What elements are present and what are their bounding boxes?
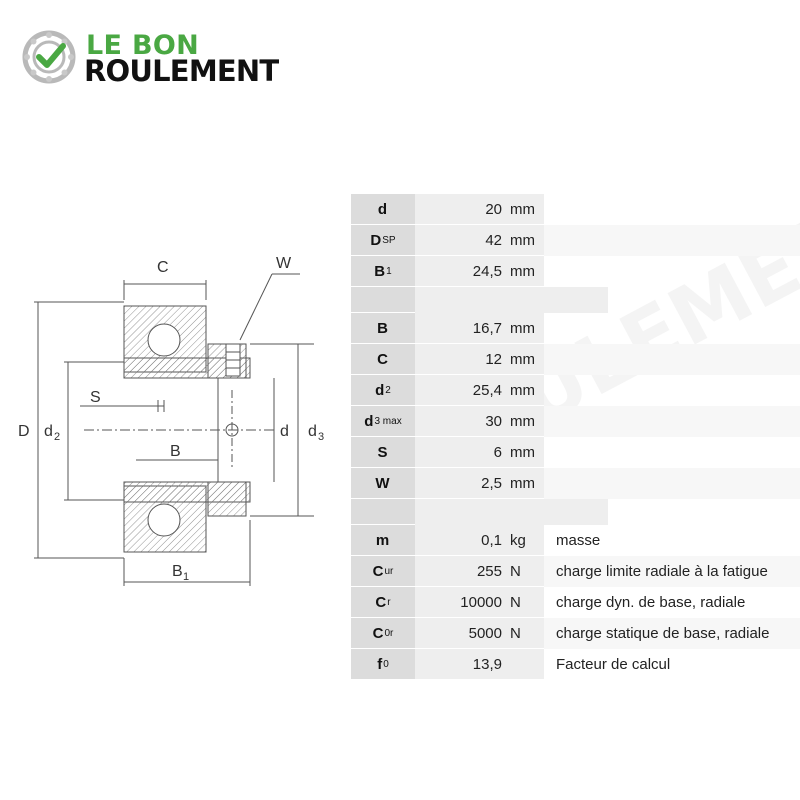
spec-row [351, 194, 800, 225]
label-b1-sub: 1 [183, 571, 190, 583]
label-s: S [90, 389, 101, 406]
spec-row [351, 618, 800, 649]
spec-value: 10000 [415, 587, 506, 618]
spec-row [351, 525, 800, 556]
spec-symbol: S [351, 437, 415, 468]
spec-value: 0,1 [415, 525, 506, 556]
spec-value: 25,4 [415, 375, 506, 406]
spec-value: 5000 [415, 618, 506, 649]
label-b: B [170, 443, 181, 460]
spec-symbol: d 3 max [351, 406, 415, 437]
spec-symbol-sub: SP [382, 234, 396, 246]
label-d2: d [44, 423, 53, 440]
spec-gap [351, 287, 800, 313]
spec-symbol: d [351, 194, 415, 225]
spec-description: masse [556, 532, 601, 549]
spec-symbol: f 0 [351, 649, 415, 680]
label-d2-sub: 2 [54, 431, 61, 443]
spec-description: Facteur de calcul [556, 656, 671, 673]
spec-description [544, 468, 800, 499]
brand-name-line1: LE BON [86, 30, 199, 61]
brand-logo [22, 28, 302, 88]
spec-value: 6 [415, 437, 506, 468]
spec-row [351, 587, 800, 618]
spec-symbol-sub: 3 max [374, 415, 402, 427]
spec-value: 24,5 [415, 256, 506, 287]
label-d3: d [308, 423, 317, 440]
spec-symbol: C [351, 344, 415, 375]
label-D: D [18, 423, 30, 440]
spec-unit: mm [506, 194, 544, 225]
spec-symbol: W [351, 468, 415, 499]
label-c: C [157, 259, 169, 276]
spec-description [544, 406, 800, 437]
spec-unit: mm [506, 344, 544, 375]
spec-description [544, 375, 800, 406]
spec-row [351, 225, 800, 256]
spec-unit: N [506, 556, 544, 587]
spec-unit: mm [506, 437, 544, 468]
spec-value: 12 [415, 344, 506, 375]
spec-symbol-sub: 1 [386, 265, 392, 277]
spec-row [351, 344, 800, 375]
spec-row [351, 649, 800, 680]
spec-symbol-sub: r [387, 596, 391, 608]
brand-name-line2: ROULEMENT [84, 54, 279, 88]
spec-symbol: C r [351, 587, 415, 618]
spec-symbol: B [351, 313, 415, 344]
spec-unit: mm [506, 256, 544, 287]
spec-value: 42 [415, 225, 506, 256]
spec-unit: N [506, 618, 544, 649]
spec-description [544, 256, 800, 287]
bearing-cross-section-drawing [14, 240, 344, 600]
spec-row [351, 468, 800, 499]
spec-description [544, 225, 800, 256]
spec-group-loads [351, 525, 800, 680]
spec-row [351, 313, 800, 344]
spec-gap [351, 499, 800, 525]
spec-value: 16,7 [415, 313, 506, 344]
label-d: d [280, 423, 289, 440]
spec-row [351, 256, 800, 287]
spec-symbol: C ur [351, 556, 415, 587]
spec-symbol: C 0r [351, 618, 415, 649]
spec-symbol-sub: 0 [383, 658, 389, 670]
spec-value: 255 [415, 556, 506, 587]
spec-row [351, 375, 800, 406]
spec-symbol-sub: 2 [385, 384, 391, 396]
spec-description [544, 194, 800, 225]
spec-unit: mm [506, 225, 544, 256]
spec-unit: mm [506, 406, 544, 437]
spec-value: 13,9 [415, 649, 506, 680]
spec-description [544, 313, 800, 344]
spec-unit: mm [506, 375, 544, 406]
spec-description: charge limite radiale à la fatigue [544, 556, 800, 587]
label-d3-sub: 3 [318, 431, 325, 443]
spec-table [351, 194, 800, 680]
spec-unit: mm [506, 468, 544, 499]
spec-group-details [351, 313, 800, 499]
spec-unit: kg [506, 525, 544, 556]
bearing-check-icon [22, 30, 76, 84]
spec-unit [506, 649, 544, 680]
spec-symbol: d 2 [351, 375, 415, 406]
spec-value: 20 [415, 194, 506, 225]
spec-row [351, 437, 800, 468]
spec-symbol: B 1 [351, 256, 415, 287]
spec-unit: N [506, 587, 544, 618]
spec-description: charge statique de base, radiale [544, 618, 800, 649]
spec-row [351, 406, 800, 437]
spec-description [544, 344, 800, 375]
spec-row [351, 556, 800, 587]
spec-symbol: D SP [351, 225, 415, 256]
spec-description [544, 437, 800, 468]
spec-value: 2,5 [415, 468, 506, 499]
spec-description: charge dyn. de base, radiale [556, 594, 746, 611]
spec-value: 30 [415, 406, 506, 437]
spec-symbol-sub: 0r [384, 627, 394, 639]
label-w: W [276, 255, 292, 272]
spec-unit: mm [506, 313, 544, 344]
spec-symbol-sub: ur [384, 565, 394, 577]
spec-group-dimensions [351, 194, 800, 287]
spec-symbol: m [351, 525, 415, 556]
label-b1: B [172, 563, 183, 580]
